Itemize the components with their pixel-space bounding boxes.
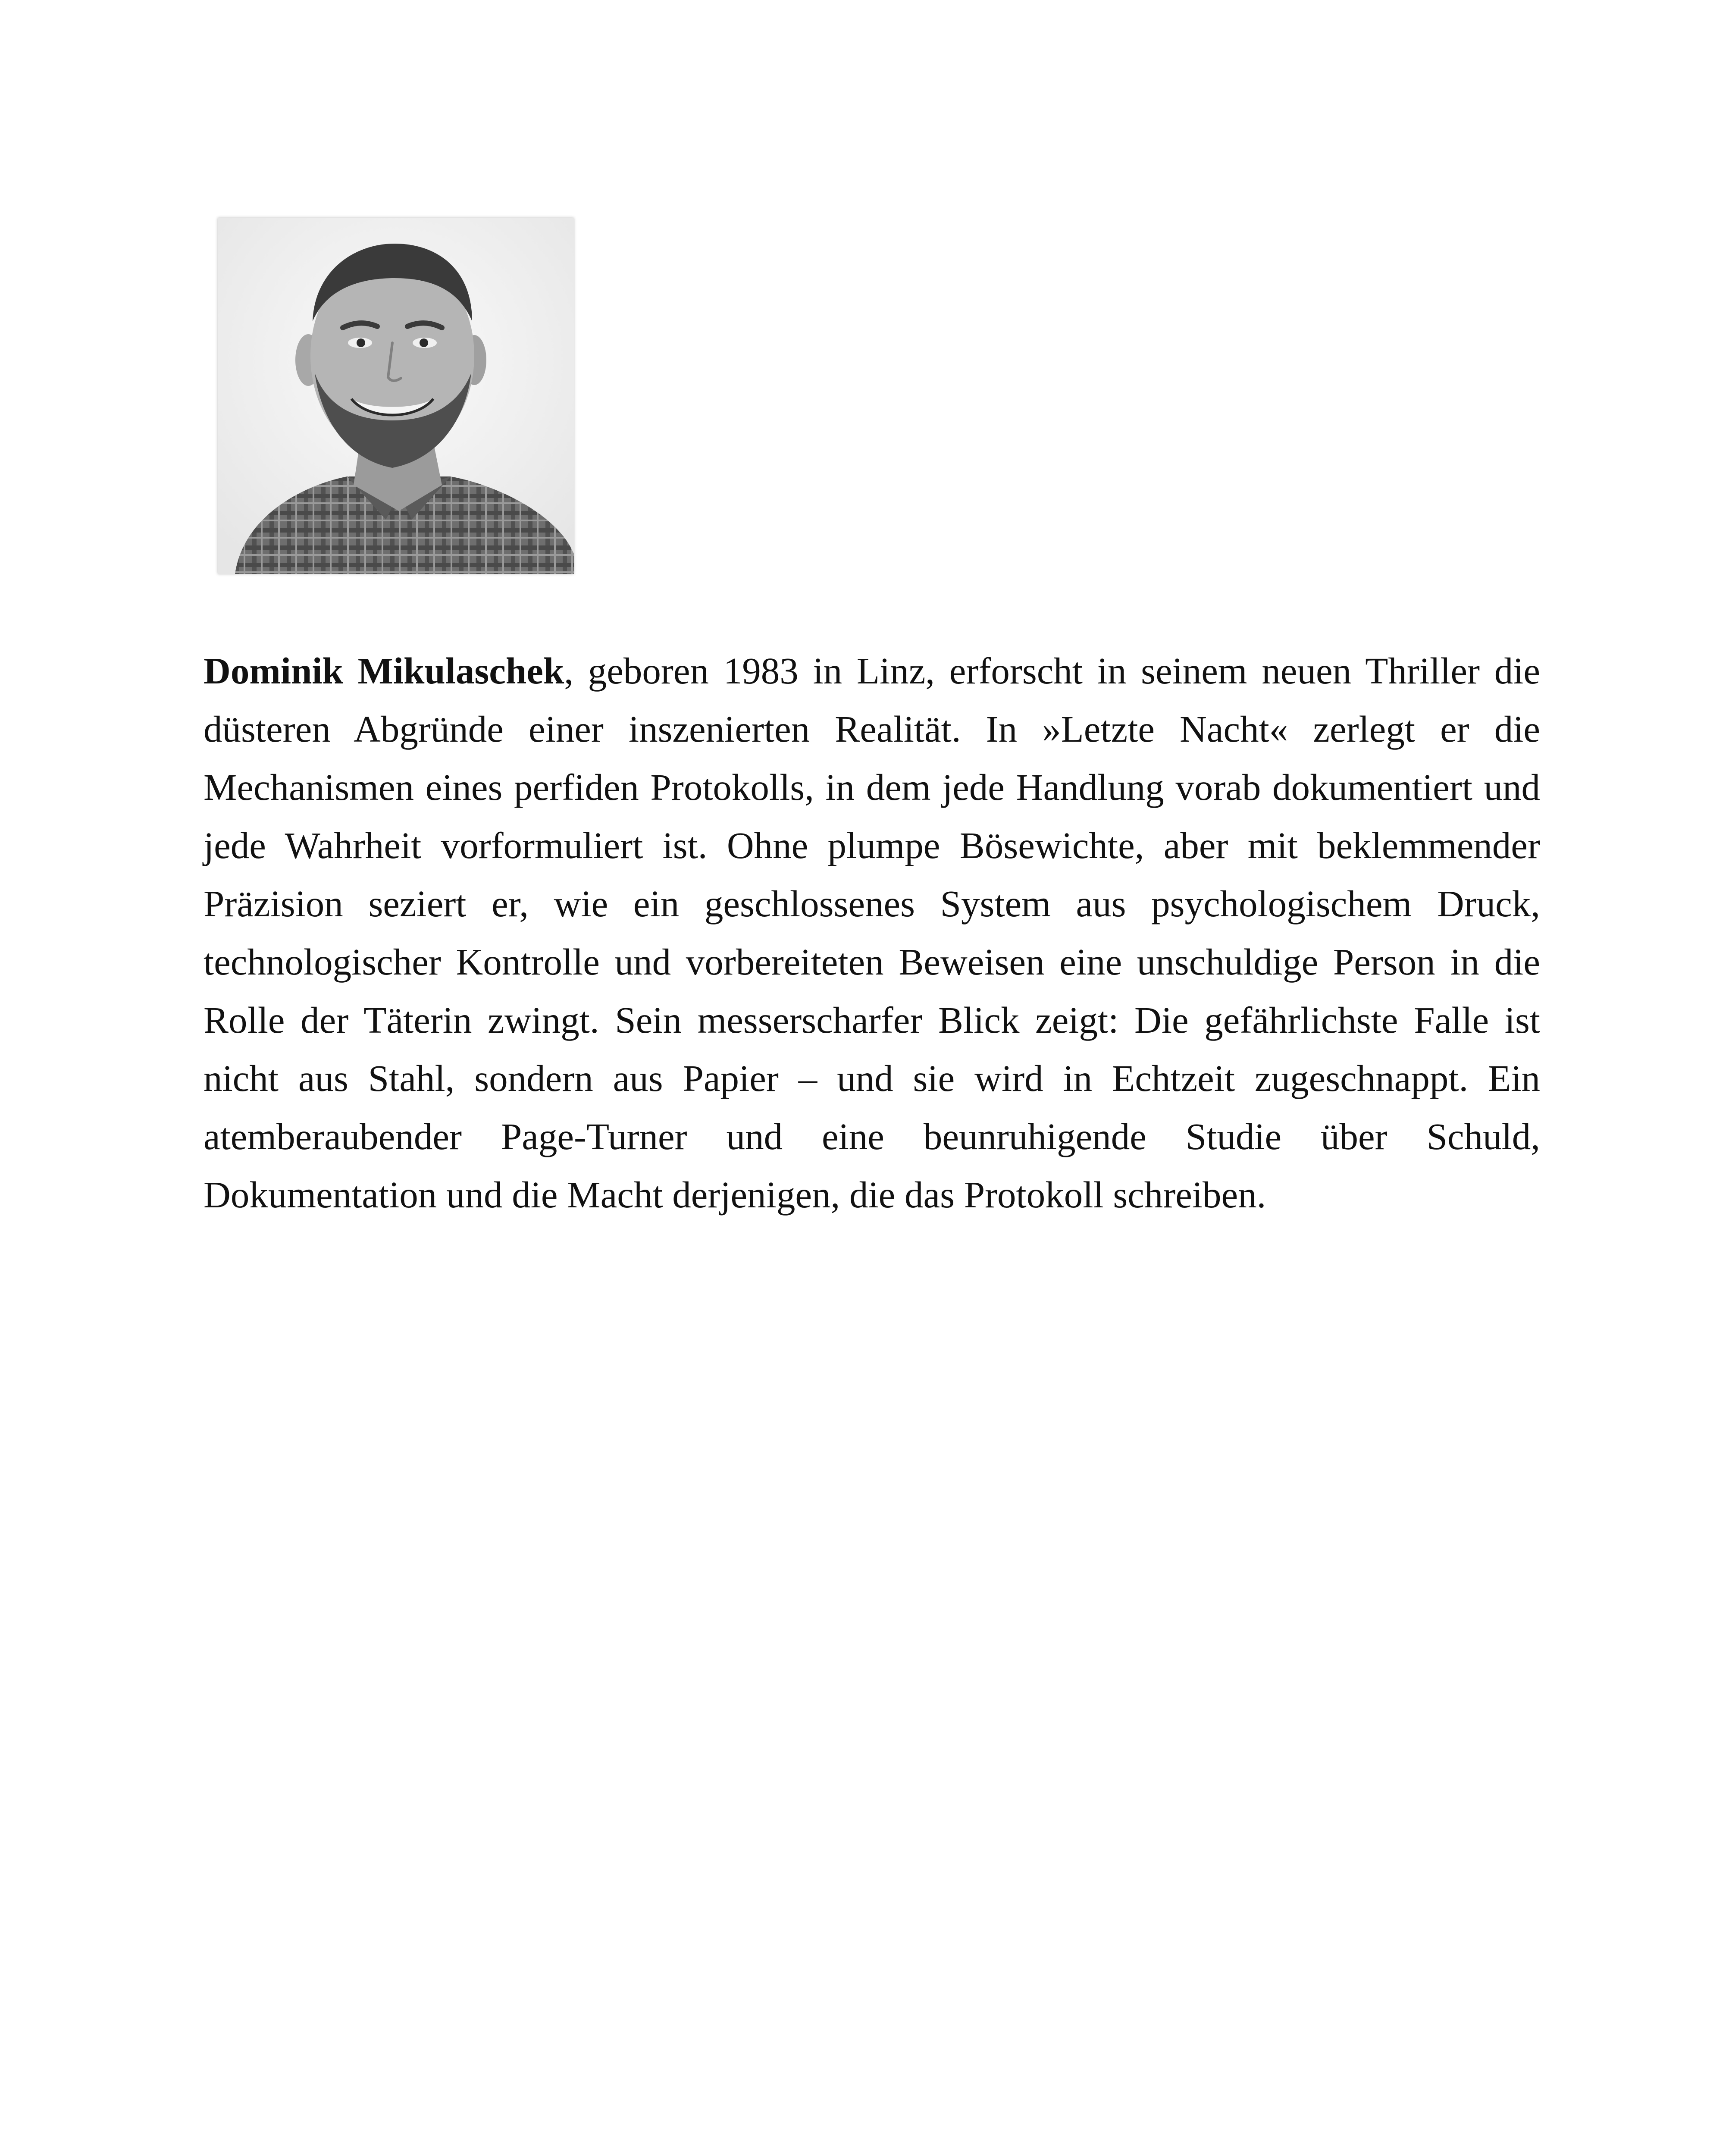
author-name: Dominik Mikulaschek — [204, 650, 564, 692]
author-bio-text: , geboren 1983 in Linz, erforscht in seinem neuen Thriller die düsteren Abgründe einer inszenierten Realität. In »Letzte Nacht« zerlegt er die Mechanismen eines perfiden Protokolls, in dem jede Handlung vorab dokumentiert und jede Wahrheit vorformuliert ist. Ohne plumpe Bösewichte, aber mit beklemmender Präzision seziert er, wie ein geschlossenes System aus psychologischem Druck, technologischer Kontrolle und vorbereiteten Beweisen eine unschuldige Person in die Rolle der Täterin zwingt. Sein messerscharfer Blick zeigt: Die gefährlichste Falle ist nicht aus Stahl, sondern aus Papier – und sie wird in Echtzeit zugeschnappt. Ein atemberaubender Page-Turner und eine beunruhigende Studie über Schuld, Dokumentation und die Macht derjenigen, die das Protokoll schreiben. — [204, 650, 1540, 1216]
portrait-image — [218, 218, 574, 574]
author-bio — [204, 642, 1540, 1224]
author-photo — [218, 218, 574, 574]
